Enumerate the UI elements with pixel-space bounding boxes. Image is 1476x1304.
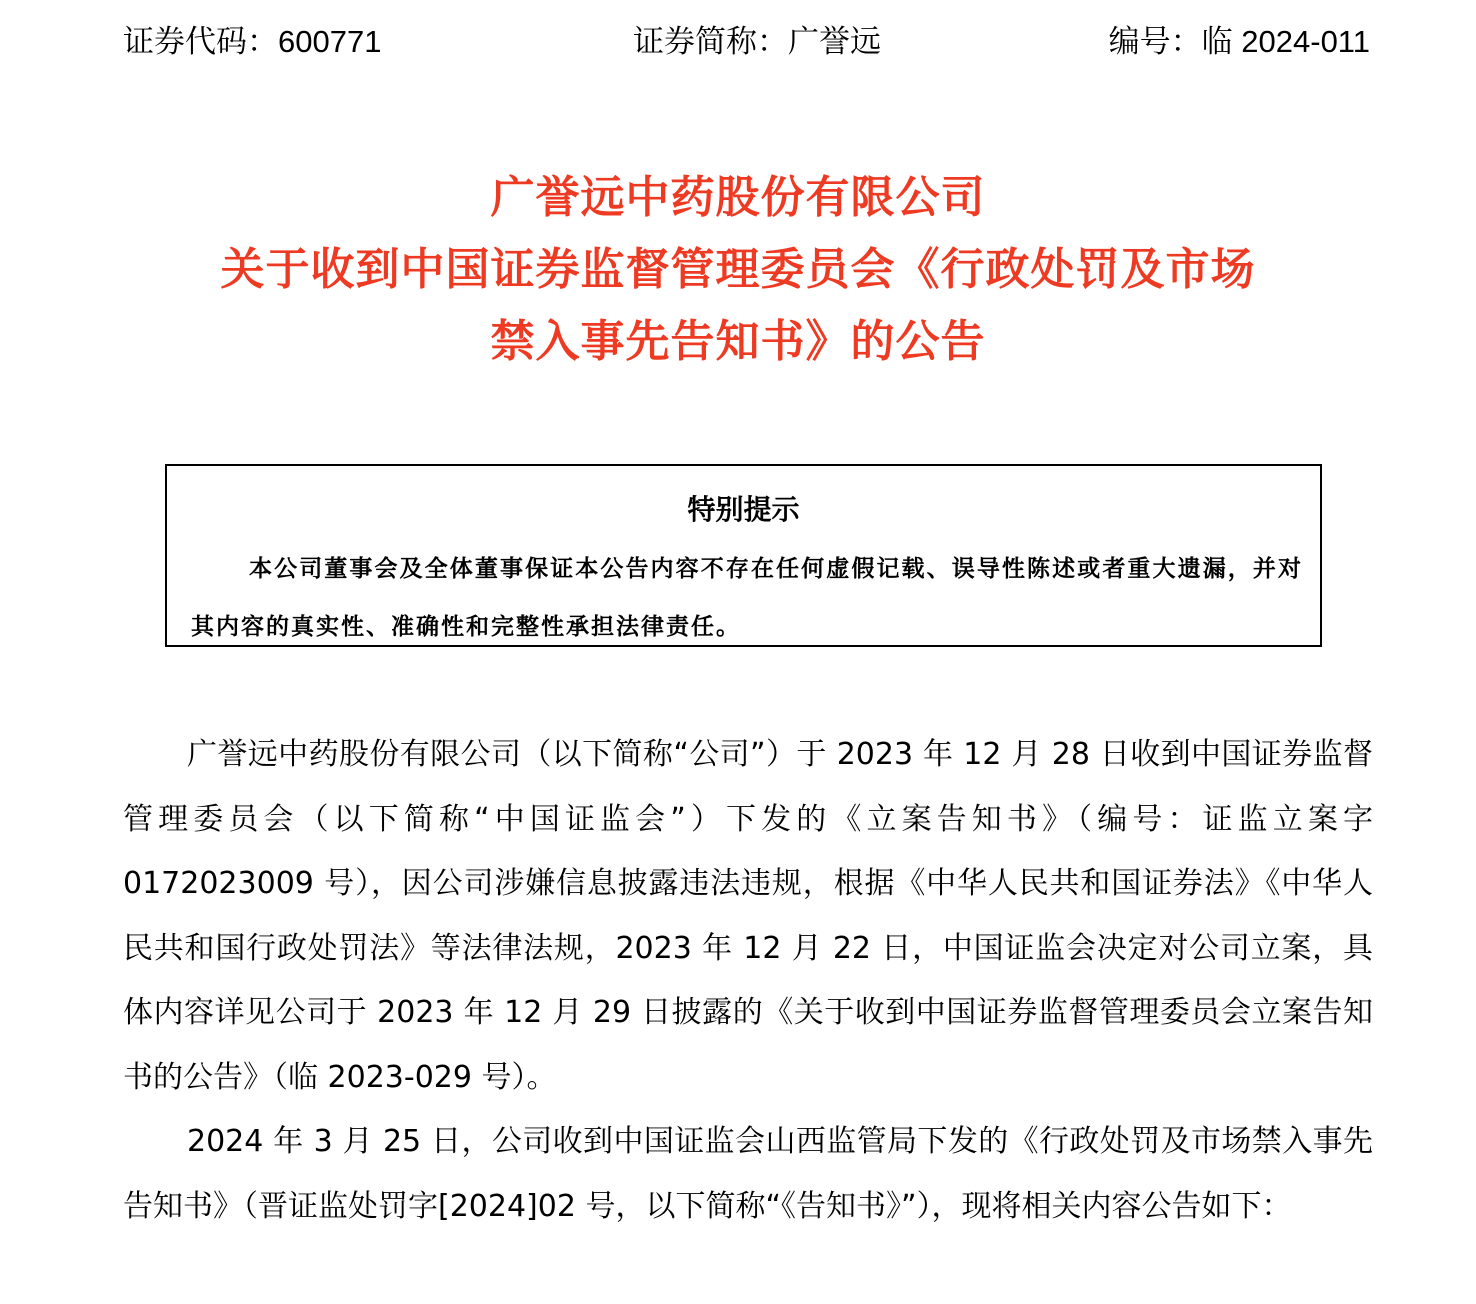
title-line-3: 禁入事先告知书》的公告 <box>490 316 986 367</box>
body-paragraph-2: 2024 年 3 月 25 日，公司收到中国证监会山西监管局下发的《行政处罚及市场禁入事先告知书》（晋证监处罚字[2024]02 号，以下简称“《告知书》”），现将相关内容公告如下： <box>123 1124 1373 1224</box>
notice-text: 本公司董事会及全体董事保证本公告内容不存在任何虚假记载、误导性陈述或者重大遗漏，并对其内容的真实性、准确性和完整性承担法律责任。 <box>191 555 1303 640</box>
security-code: 证券代码：600771 <box>123 24 382 59</box>
title-line-1: 广誉远中药股份有限公司 <box>490 172 986 223</box>
title-line-2: 关于收到中国证券监督管理委员会《行政处罚及市场 <box>220 244 1256 295</box>
notice-heading: 特别提示 <box>687 493 800 526</box>
serial-number: 编号：临 2024-011 <box>1108 24 1370 59</box>
document-header <box>0 18 1476 66</box>
announcement-title <box>0 162 1476 378</box>
security-name: 证券简称：广誉远 <box>633 24 881 59</box>
body-paragraph-1: 广誉远中药股份有限公司（以下简称“公司”）于 2023 年 12 月 28 日收到中国证券监督管理委员会（以下简称“中国证监会”）下发的《立案告知书》（编号：证监立案字 0172023009 号），因公司涉嫌信息披露违法违规，根据《中华人民共和国证券法》《中华人民共和国行政处罚法》等法律法规，2023 年 12 月 22 日，中国证监会决定对公司立案，具体内容详见公司于 2023 年 12 月 29 日披露的《关于收到中国证券监督管理委员会立案告知书的公告》（临 2023-029 号）。 <box>123 737 1373 1095</box>
special-notice-box <box>165 464 1322 647</box>
